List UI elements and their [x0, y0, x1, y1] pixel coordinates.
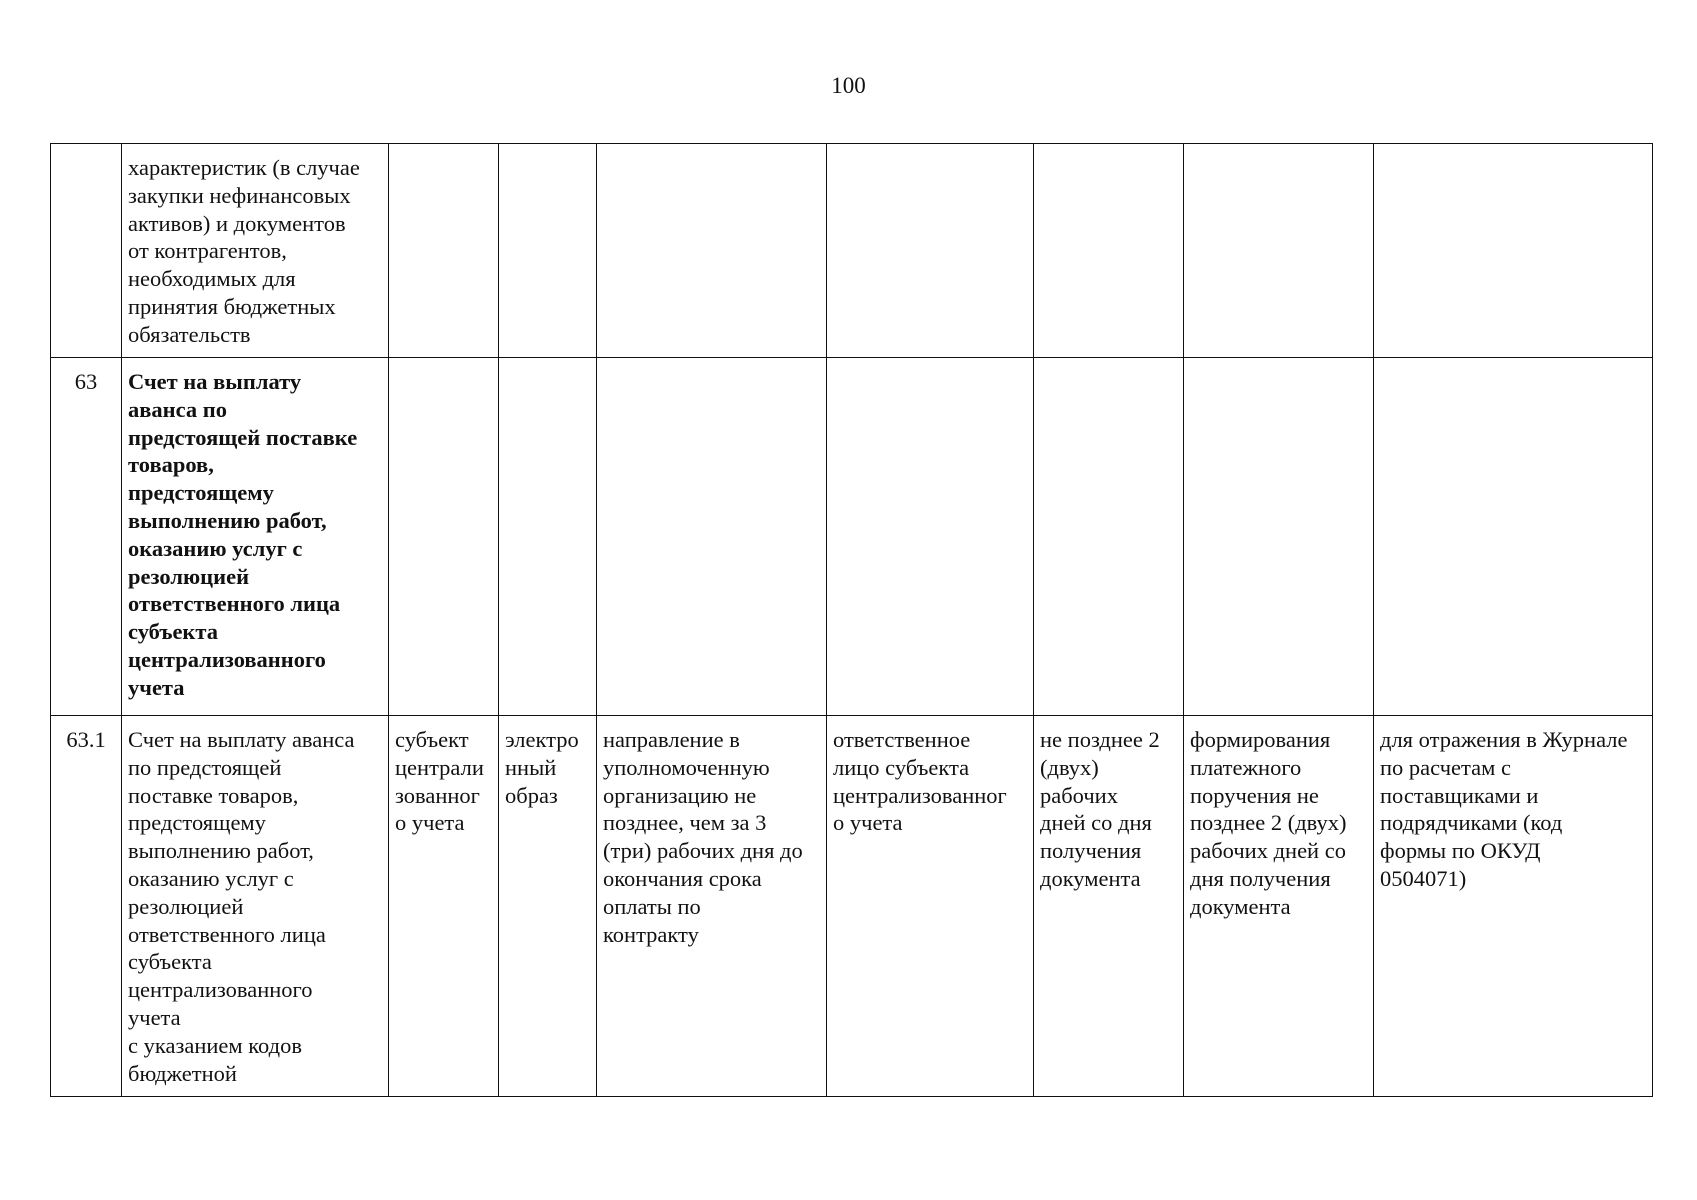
- deadline-cell: [1034, 358, 1184, 716]
- submission-procedure-cell: [597, 358, 827, 716]
- responsible-subject-cell: субъект централи зованног о учета: [389, 716, 499, 1097]
- processing-cell: [1184, 358, 1374, 716]
- responsible-person-cell: [827, 358, 1034, 716]
- document-name-cell: Счет на выплату аванса по предстоящей поставке товаров, предстоящему выполнению работ, оказанию услуг с резолюцией ответственного лица субъекта централизованного учета: [122, 358, 389, 716]
- deadline-cell: [1034, 144, 1184, 358]
- document-name-cell: Счет на выплату аванса по предстоящей поставке товаров, предстоящему выполнению работ, оказанию услуг с резолюцией ответственного лица субъекта централизованного учета с указанием кодов бюджетной: [122, 716, 389, 1097]
- processing-cell: [1184, 144, 1374, 358]
- responsible-person-cell: ответственное лицо субъекта централизованног о учета: [827, 716, 1034, 1097]
- purpose-cell: [1374, 144, 1653, 358]
- document-form-cell: [499, 144, 597, 358]
- responsible-subject-cell: [389, 144, 499, 358]
- document-form-cell: электро нный образ: [499, 716, 597, 1097]
- page-number: 100: [831, 73, 866, 98]
- row-number-cell: 63: [51, 358, 122, 716]
- processing-cell: формирования платежного поручения не позднее 2 (двух) рабочих дней со дня получения документа: [1184, 716, 1374, 1097]
- table-row: [51, 144, 1653, 358]
- table-row: [51, 358, 1653, 716]
- submission-procedure-cell: направление в уполномоченную организацию не позднее, чем за 3 (три) рабочих дня до окончания срока оплаты по контракту: [597, 716, 827, 1097]
- submission-procedure-cell: [597, 144, 827, 358]
- row-number-cell: 63.1: [51, 716, 122, 1097]
- document-name-cell: характеристик (в случае закупки нефинансовых активов) и документов от контрагентов, необходимых для принятия бюджетных обязательств: [122, 144, 389, 358]
- deadline-cell: не позднее 2 (двух) рабочих дней со дня получения документа: [1034, 716, 1184, 1097]
- document-table: [50, 143, 1653, 1097]
- table-row: [51, 716, 1653, 1097]
- document-form-cell: [499, 358, 597, 716]
- row-number-cell: [51, 144, 122, 358]
- responsible-subject-cell: [389, 358, 499, 716]
- responsible-person-cell: [827, 144, 1034, 358]
- purpose-cell: [1374, 358, 1653, 716]
- purpose-cell: для отражения в Журнале по расчетам с поставщиками и подрядчиками (код формы по ОКУД 0504071): [1374, 716, 1653, 1097]
